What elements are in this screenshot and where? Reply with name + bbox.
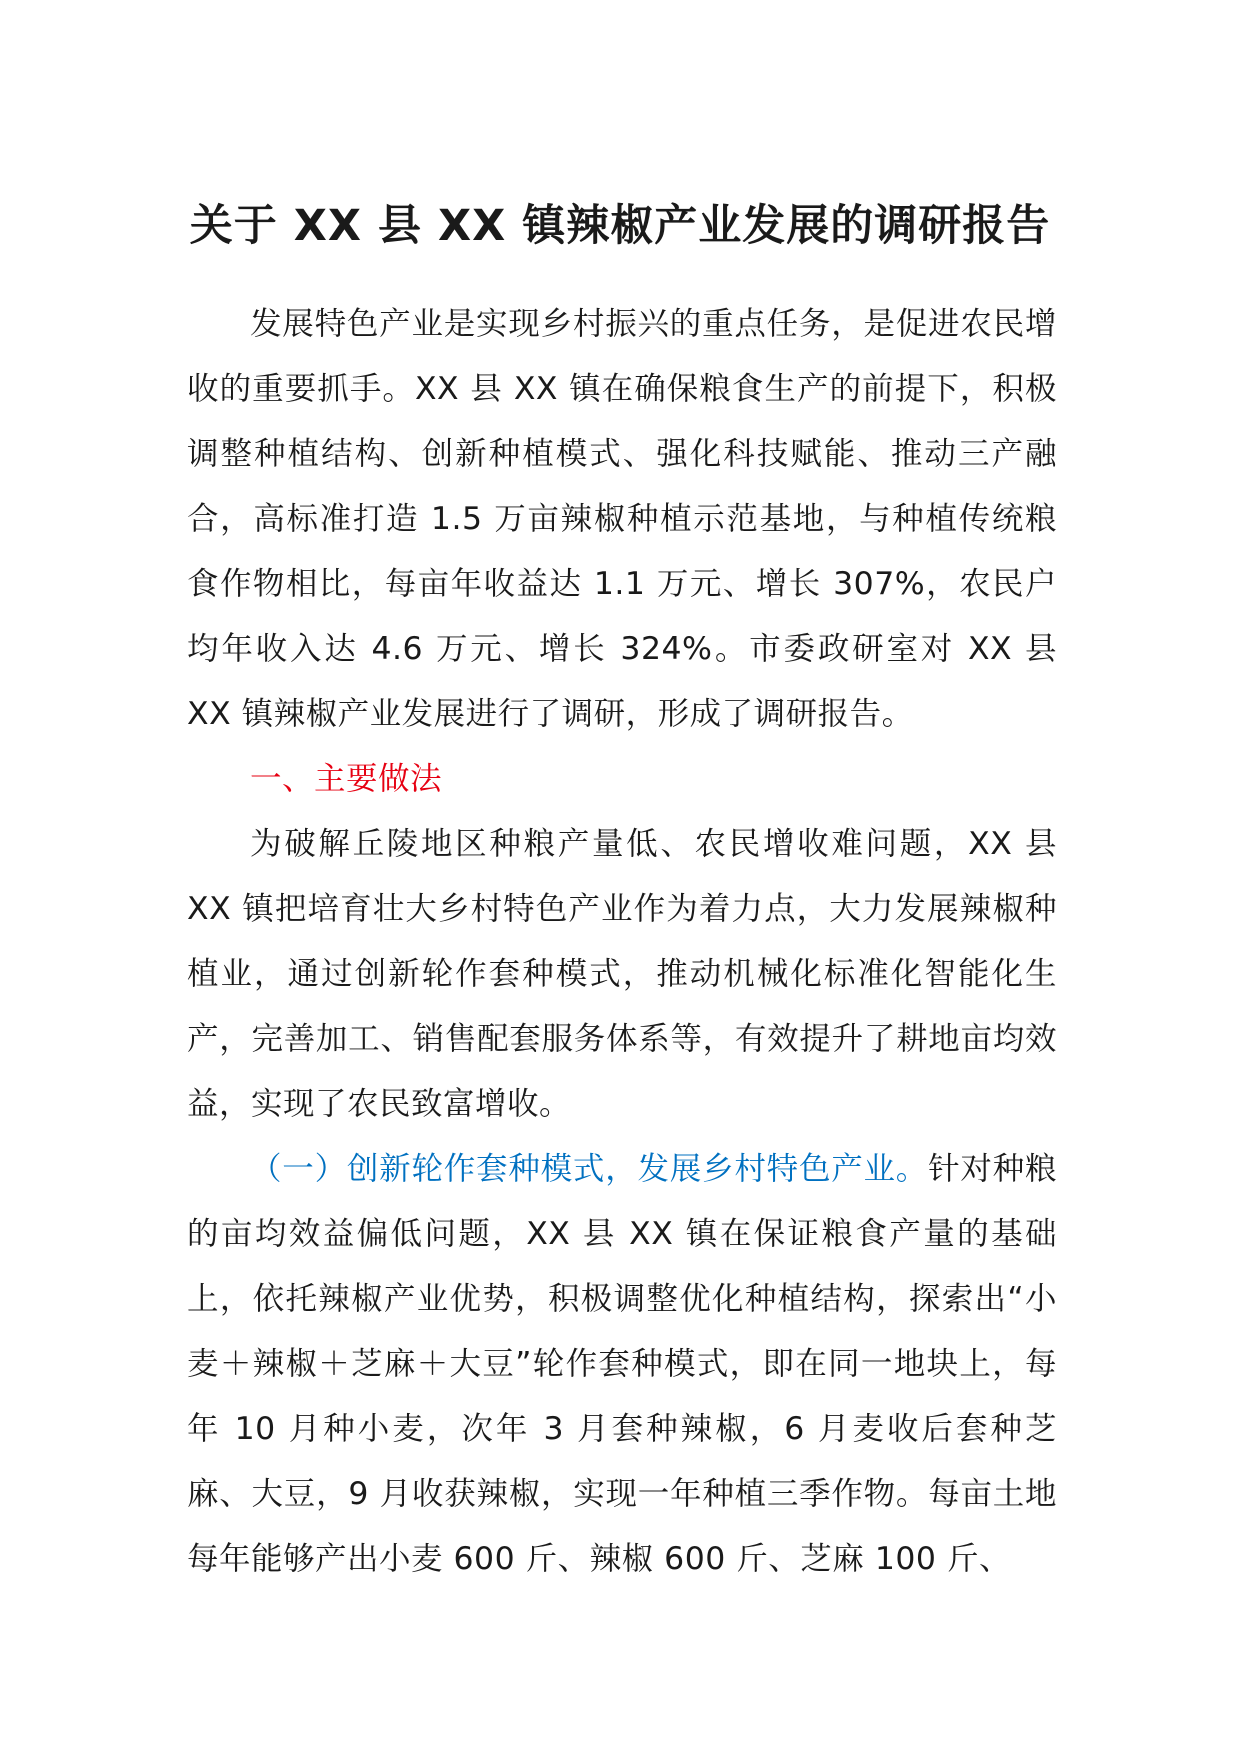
section-paragraph: 为破解丘陵地区种粮产量低、农民增收难问题，XX 县 XX 镇把培育壮大乡村特色产业作为着力点，大力发展辣椒种植业，通过创新轮作套种模式，推动机械化标准化智能化生产，完善加工、销售配套服务体系等，有效提升了耕地亩均效益，实现了农民致富增收。 xyxy=(187,826,1057,1122)
page-title: 关于 XX 县 XX 镇辣椒产业发展的调研报告 xyxy=(189,201,1051,251)
subsection-heading: （一）创新轮作套种模式，发展乡村特色产业。 xyxy=(250,1151,929,1187)
section-heading: 一、主要做法 xyxy=(250,761,443,797)
intro-paragraph: 发展特色产业是实现乡村振兴的重点任务，是促进农民增收的重要抓手。XX 县 XX 镇在确保粮食生产的前提下，积极调整种植结构、创新种植模式、强化科技赋能、推动三产融合，高标准打造 1.5 万亩辣椒种植示范基地，与种植传统粮食作物相比，每亩年收益达 1.1 万元、增长 307%，农民户均年收入达 4.6 万元、增长 324%。市委政研室对 XX 县 XX 镇辣椒产业发展进行了调研，形成了调研报告。 xyxy=(187,306,1057,732)
subsection-text: 针对种粮的亩均效益偏低问题，XX 县 XX 镇在保证粮食产量的基础上，依托辣椒产业优势，积极调整优化种植结构，探索出“小麦＋辣椒＋芝麻＋大豆”轮作套种模式，即在同一地块上，每年 10 月种小麦，次年 3 月套种辣椒，6 月麦收后套种芝麻、大豆，9 月收获辣椒，实现一年种植三季作物。每亩土地每年能够产出小麦 600 斤、辣椒 600 斤、芝麻 100 斤、 xyxy=(187,1151,1057,1577)
document-body xyxy=(187,292,1057,1592)
subsection-paragraph xyxy=(187,1137,1057,1592)
